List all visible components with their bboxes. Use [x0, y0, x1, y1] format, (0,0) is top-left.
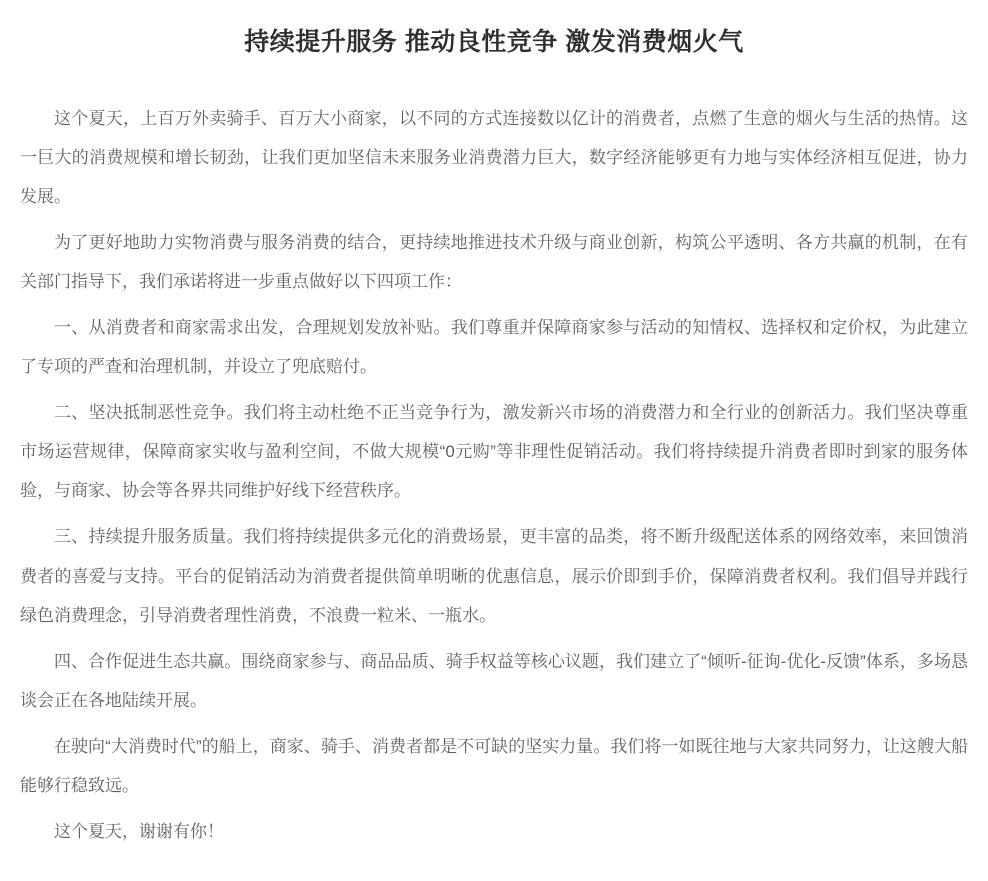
paragraph-item-1: 一、从消费者和商家需求出发，合理规划发放补贴。我们尊重并保障商家参与活动的知情权、选择权和定价权，为此建立了专项的严查和治理机制，并设立了兜底赔付。: [20, 317, 968, 377]
paragraph-item-2: 二、坚决抵制恶性竞争。我们将主动杜绝不正当竞争行为，激发新兴市场的消费潜力和全行业的创新活力。我们坚决尊重市场运营规律，保障商家实收与盈利空间，不做大规模“0元购”等非理性促销活动。我们将持续提升消费者即时到家的服务体验，与商家、协会等各界共同维护好线下经营秩序。: [20, 403, 968, 501]
paragraph-closing: 在驶向“大消费时代”的船上，商家、骑手、消费者都是不可缺的坚实力量。我们将一如既往地与大家共同努力，让这艘大船能够行稳致远。: [20, 736, 968, 795]
document-body: [20, 99, 968, 852]
paragraph-intro: 这个夏天，上百万外卖骑手、百万大小商家，以不同的方式连接数以亿计的消费者，点燃了生意的烟火与生活的热情。这一巨大的消费规模和增长韧劲，让我们更加坚信未来服务业消费潜力巨大，数字经济能够更有力地与实体经济相互促进，协力发展。: [20, 108, 968, 206]
paragraph-commitment-lead: 为了更好地助力实物消费与服务消费的结合，更持续地推进技术升级与商业创新，构筑公平透明、各方共赢的机制，在有关部门指导下，我们承诺将进一步重点做好以下四项工作：: [20, 232, 968, 291]
paragraph-item-3: 三、持续提升服务质量。我们将持续提供多元化的消费场景，更丰富的品类，将不断升级配送体系的网络效率，来回馈消费者的喜爱与支持。平台的促销活动为消费者提供简单明晰的优惠信息，展示价即到手价，保障消费者权利。我们倡导并践行绿色消费理念，引导消费者理性消费，不浪费一粒米、一瓶水。: [20, 527, 968, 625]
page-title: 持续提升服务 推动良性竞争 激发消费烟火气: [244, 28, 744, 56]
paragraph-item-4: 四、合作促进生态共赢。围绕商家参与、商品品质、骑手权益等核心议题，我们建立了“倾听-征询-优化-反馈”体系，多场恳谈会正在各地陆续开展。: [20, 651, 968, 710]
paragraph-thanks: 这个夏天，谢谢有你！: [54, 822, 224, 842]
